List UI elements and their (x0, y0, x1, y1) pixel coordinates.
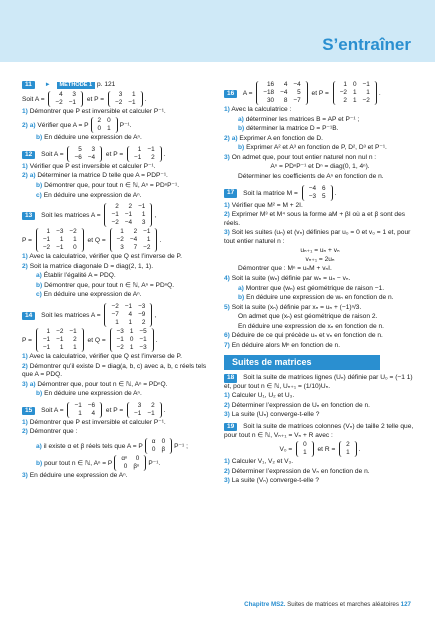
matrix-cell: −2 (69, 228, 77, 236)
exercise-11: 11 ► MÉTHODE 1 p. 121 Soit A = 4 3 −2 −1 et P = 3 1 −2 −1 . 1) Démontrer que P est inversible et calculer P⁻¹. 2) a) Vérifier que A = P 2 0 0 1 P⁻¹. b) En déduire une expression de Aⁿ. (22, 81, 166, 142)
matrix-cell: 3 (118, 90, 123, 98)
question-number: 5) (224, 303, 230, 311)
question-text: Déterminer les coefficients de Aⁿ en fonction de n. (238, 172, 384, 180)
matrix-Q (110, 328, 154, 352)
question-text: Déduire de ce qui précède uₙ et vₙ en fonction de n. (231, 332, 383, 340)
matrix-cell: −9 (138, 310, 146, 318)
matrix-cell: −4 (87, 153, 96, 161)
matrix-A (48, 91, 83, 107)
question-number: b) (238, 294, 245, 302)
matrix-cell: −3 (308, 192, 317, 200)
question-text: Déterminer l’expression de Vₙ en fonction de n. (231, 467, 370, 475)
matrix-cell: −2 (56, 327, 64, 335)
matrix-cell: 4 (128, 310, 133, 318)
question-number: 1) (22, 418, 28, 426)
question-text: On admet que, pour tout entier naturel non nul n : (231, 153, 377, 161)
matrix-cell: −2 (42, 244, 51, 252)
label: V₀ = (279, 445, 293, 453)
matrix-cell: −1 (138, 203, 146, 211)
matrix-A (104, 303, 152, 327)
label: et P = (105, 406, 124, 414)
question-text: Soit la suite (wₙ) définie par wₙ = uₙ − vₙ. (231, 275, 351, 282)
matrix-cell: 1 (120, 228, 124, 236)
matrix-cell: α (151, 437, 156, 445)
label: et P = (311, 89, 329, 97)
question-text: En déduire une expression de Aⁿ. (29, 471, 128, 479)
matrix-A (67, 402, 102, 418)
matrix-cell: 1 (115, 318, 119, 326)
question-text: Vérifier que A = P (37, 122, 89, 130)
matrix-cell: 4 (283, 81, 288, 88)
matrix-cell: βⁿ (133, 462, 140, 470)
question-text: Exprimer A en fonction de D. (239, 134, 323, 142)
question-text: La suite (Uₙ) converge-t-elle ? (231, 411, 320, 419)
question-number: 2) (22, 362, 28, 370)
question-number: 7) (224, 341, 230, 349)
question-number: 2) (224, 401, 230, 409)
label: Soit les matrices A = (41, 311, 101, 319)
question-number: 1) (22, 162, 28, 170)
matrix-cell: −1 (42, 236, 51, 244)
label: et R = (317, 445, 336, 453)
matrix-cell: −3 (138, 302, 146, 310)
matrix-cell: 8 (283, 97, 288, 104)
question-number: b) (36, 134, 43, 142)
question-number: 2) (22, 262, 28, 270)
matrix-cell: 2 (128, 203, 133, 211)
question-text: Soit la suite de matrices lignes (Uₙ) définie par U₀ = (−1 1) et, pour tout n ∈ ℕ, Uₙ₊₁ = (1/10)Uₙ. (224, 374, 413, 390)
matrix-cell: 0 (161, 437, 166, 445)
question-number: 1) (224, 106, 230, 113)
question-text: P⁻¹. (148, 459, 161, 467)
matrix-cell: 1 (128, 318, 133, 326)
matrix-P (127, 402, 162, 418)
question-number: a) (36, 442, 42, 450)
matrix-cell: 3 (137, 401, 142, 409)
exercise-19: 19 Soit la suite de matrices colonnes (Vₙ) de taille 2 telle que, pour tout n ∈ ℕ, Vₙ₊₁ = Vₙ + R avec : V₀ = 0 1 et R = 2 1 . 1) Calculer V₁, V₂ et V₃. 2) Déterminer l’expression de Vₙ en fonction de n. 3) La suite (Vₙ) converge-t-elle ? (224, 423, 414, 485)
question-text: Calculer V₁, V₂ et V₃. (231, 458, 294, 466)
question-text: En déduire une expression de Aⁿ. (44, 390, 142, 398)
question-text: Vérifier que M² = M + 2I. (231, 201, 303, 209)
matrix-P (36, 328, 84, 352)
question-number: 1) (224, 458, 230, 466)
matrix-cell: −2 (116, 343, 124, 351)
exercise-15: 15 Soit A = −1 −6 1 4 et P = 3 2 −1 −1 . 1) Démontrer que P est inversible et calculer P⁻¹. 2) Démontrer que : a) il existe α et β réels tels que A = P α 0 0 β P⁻¹ ; b) pour tout n ∈ ℕ, Aⁿ = P αⁿ 0 0 βⁿ P⁻¹. 3) En déduire une expression de Aⁿ. (22, 401, 188, 479)
matrix-cell: 5 (322, 192, 326, 200)
question-number: 3) (224, 477, 230, 485)
matrix-cell: 5 (78, 145, 82, 153)
question-number: 3) (224, 411, 230, 419)
matrix-cell: 1 (78, 409, 82, 417)
matrix-cell: −2 (111, 302, 119, 310)
question-number: 1) (22, 253, 28, 261)
question-number: b) (36, 182, 43, 190)
matrix-cell: 1 (129, 343, 134, 351)
question-text: En déduire alors Mⁿ en fonction de n. (231, 341, 341, 349)
matrix-cell: −2 (55, 98, 63, 106)
label: et P = (86, 95, 105, 103)
matrix-cell: −4 (129, 236, 138, 244)
matrix-cell: αⁿ (121, 454, 128, 462)
question-number: 2) a) (224, 134, 238, 142)
matrix-cell: 1 (107, 125, 111, 133)
question-number: 2) a) (22, 172, 36, 180)
question-number: b) (36, 459, 43, 467)
question-number: 3) (224, 229, 230, 237)
matrix-V0 (296, 441, 314, 457)
question-text: Avec la calculatrice, vérifier que Q est l’inverse de P. (29, 253, 182, 261)
matrix-cell: −1 (42, 343, 51, 351)
question-text: Avec la calculatrice : (231, 106, 292, 113)
question-text: Soit la suite de matrices colonnes (Vₙ) de taille 2 telle que, pour tout n ∈ ℕ, Vₙ₊₁ = Vₙ + R avec : (224, 423, 414, 439)
question-text: Calculer U₁, U₂ et U₃. (231, 392, 295, 400)
exercise-number: 17 (224, 189, 237, 197)
matrix-cell: 4 (59, 90, 63, 98)
matrix-cell: 1 (343, 81, 347, 88)
matrix-cell: −1 (124, 302, 133, 310)
matrix-P (127, 146, 162, 162)
page-ref: p. 121 (97, 81, 116, 88)
matrix-cell: 1 (346, 449, 350, 457)
matrix-cell: −2 (143, 244, 151, 252)
exercise-number: 15 (22, 407, 35, 415)
question-text: P⁻¹ ; (174, 442, 188, 450)
matrix-cell: 2 (115, 203, 119, 211)
matrix-D (145, 438, 172, 454)
matrix-cell: 0 (123, 462, 128, 470)
matrix-D (91, 117, 118, 133)
question-text: Démontrer que, pour tout n ∈ ℕ, Aⁿ = PDⁿQ. (44, 281, 175, 289)
matrix-cell: −1 (69, 327, 77, 335)
exercise-number: 18 (224, 374, 237, 382)
matrix-M (302, 185, 333, 201)
label: et Q = (87, 236, 106, 244)
matrix-cell: 1 (303, 449, 307, 457)
matrix-cell: 0 (107, 117, 111, 125)
matrix-cell: 1 (59, 343, 64, 351)
page-number: 127 (400, 601, 411, 608)
matrix-cell: 2 (97, 117, 102, 125)
matrix-cell: 2 (346, 441, 350, 449)
matrix-P (108, 91, 143, 107)
matrix-R (339, 441, 357, 457)
chapter-label: Chapitre MS2. (244, 601, 286, 608)
matrix-cell: −1 (147, 409, 155, 417)
question-text: déterminer la matrice D = P⁻¹B. (246, 125, 339, 133)
matrix-cell: −2 (362, 97, 370, 104)
question-number: 1) (224, 392, 230, 400)
matrix-cell: 0 (352, 81, 357, 88)
exercise-number: 11 (22, 81, 35, 89)
matrix-cell: 1 (146, 236, 151, 244)
question-number: 1) (22, 107, 28, 115)
matrix-cell: −5 (139, 327, 147, 335)
matrix-A (104, 203, 152, 227)
matrix-cell: −3 (56, 228, 64, 236)
question-text: Établir l’égalité A = PDQ. (43, 272, 116, 280)
matrix-cell: 0 (135, 454, 140, 462)
matrix-cell: −1 (128, 98, 136, 106)
system-line: vₙ₊₁ = 2uₙ (305, 255, 335, 263)
question-text: Démontrer que, pour tout n ∈ ℕ, Aⁿ = PDⁿQ. (37, 380, 168, 388)
matrix-cell: −1 (147, 145, 155, 153)
matrix-cell: 2 (73, 335, 77, 343)
matrix-cell: 7 (133, 244, 138, 252)
exercise-12: 12 Soit A = 5 3 −6 −4 et P = 1 −1 −1 2 . 1) Vérifier que P est inversible et calculer P⁻¹. 2) a) Déterminer la matrice D telle que A = PDP⁻¹. b) Démontrer que, pour tout n ∈ ℕ, Aⁿ = PDⁿP⁻¹. c) En déduire une expression de Aⁿ. (22, 145, 180, 199)
exercise-number: 14 (22, 312, 35, 320)
question-text: Soit la suite (xₙ) définie par xₙ = uₙ + (−1)ⁿ/3. (231, 303, 362, 311)
arrow-icon: ► (44, 82, 51, 88)
label: et P = (105, 150, 124, 158)
question-number: b) (36, 281, 43, 289)
matrix-cell: 1 (59, 236, 64, 244)
matrix-cell: 1 (352, 89, 357, 96)
question-number: b) (238, 144, 245, 152)
label: P = (22, 236, 32, 244)
equation: Aⁿ = PDⁿP⁻¹ et Dⁿ = diag(0, 1, 4ⁿ). (270, 163, 370, 171)
matrix-P (36, 228, 84, 252)
question-text: Démontrer qu’il existe D = diag(a, b, c) avec a, b, c réels tels que A = PDQ. (22, 362, 207, 379)
question-text: Déterminer l’expression de Uₙ en fonction de n. (231, 401, 370, 409)
exercise-number: 12 (22, 151, 35, 159)
matrix-cell: −2 (114, 98, 123, 106)
matrix-cell: −4 (280, 89, 288, 96)
question-number: 2) (224, 467, 230, 475)
label: Soit A = (41, 406, 64, 414)
matrix-cell: 3 (141, 219, 146, 227)
matrix-cell: 2 (141, 318, 146, 326)
label: Soit A = (22, 95, 45, 103)
exercise-number: 13 (22, 212, 35, 220)
question-number: 1) (224, 201, 230, 209)
matrix-cell: 3 (72, 90, 76, 98)
question-text: déterminer les matrices B = AP et P⁻¹ ; (245, 115, 360, 123)
question-number: 3) (22, 471, 28, 479)
question-text: il existe α et β réels tels que A = P (43, 442, 143, 450)
matrix-cell: −1 (42, 335, 51, 343)
matrix-cell: 1 (46, 327, 51, 335)
question-text: On admet que (xₙ) est géométrique de raison 2. (238, 313, 378, 321)
question-text: Démontrer que P est inversible et calculer P⁻¹. (29, 107, 166, 115)
matrix-cell: 1 (129, 327, 134, 335)
question-number: b) (238, 125, 245, 133)
question-number: 1) (22, 352, 28, 360)
exercise-17: 17 Soit la matrice M = −4 6 −3 5 . 1) Vérifier que M² = M + 2I. 2) Exprimer M³ et M⁴ sous la forme aM + βI où a et β sont des réels. 3) Soit les suites (uₙ) et (vₙ) définies par u₀ = 0 et v₀ = 1 et, pour tout entier naturel n : uₙ₊₁ = uₙ + vₙ vₙ₊₁ = 2uₙ Démontrer que : Mⁿ = uₙM + vₙI. 4) Soit la suite (wₙ) définie par wₙ = uₙ − vₙ. a) Montrer que (wₙ) est géométrique de raison −1. b) En déduire une expression de wₙ en fonction de n. 5) Soit la suite (xₙ) définie par xₙ = uₙ + (−1)ⁿ/3. On admet que (xₙ) est géométrique de raison 2. En déduire une expression de xₙ en fonction de n. 6) Déduire de ce qui précède uₙ et vₙ en fonction de n. 7) En déduire alors Mⁿ en fonction de n. (224, 185, 416, 351)
question-text: En déduire une expression de Aⁿ. (43, 191, 142, 199)
matrix-cell: −2 (111, 219, 119, 227)
question-text: Avec la calculatrice, vérifier que Q est l’inverse de P. (29, 352, 182, 360)
question-number: 2) a) (22, 122, 36, 130)
matrix-cell: 1 (352, 97, 357, 104)
matrix-cell: 0 (303, 441, 307, 449)
matrix-cell: −1 (143, 228, 151, 236)
question-number: 3) (224, 153, 230, 161)
question-number: a) (36, 272, 42, 280)
matrix-cell: 2 (151, 401, 155, 409)
question-text: Vérifier que P est inversible et calculer P⁻¹. (29, 162, 156, 170)
matrix-cell: −1 (124, 211, 133, 219)
section-heading: Suites de matrices (224, 355, 380, 371)
matrix-Q (110, 228, 158, 252)
question-text: Soit les suites (uₙ) et (vₙ) définies par u₀ = 0 et v₀ = 1 et, pour tout entier naturel n : (224, 229, 411, 245)
question-text: Démontrer que : Mⁿ = uₙM + vₙI. (238, 265, 332, 273)
question-text: La suite (Vₙ) converge-t-elle ? (231, 477, 320, 485)
question-text: Démontrer que P est inversible et calculer P⁻¹. (29, 418, 166, 426)
matrix-cell: −18 (263, 89, 275, 96)
matrix-cell: 1 (73, 236, 77, 244)
matrix-cell: 2 (133, 228, 138, 236)
matrix-cell: 1 (137, 145, 142, 153)
matrix-cell: 0 (73, 244, 77, 252)
question-number: 6) (224, 332, 230, 340)
question-text: Déterminer la matrice D telle que A = PDP⁻¹. (37, 172, 168, 180)
label: et Q = (87, 336, 106, 344)
matrix-A (67, 146, 102, 162)
matrix-A (256, 81, 307, 105)
label: Soit les matrices A = (41, 211, 101, 219)
matrix-cell: 1 (366, 89, 370, 96)
matrix-cell: −2 (339, 89, 347, 96)
question-text: Soit la matrice diagonale D = diag(2, 1, 1). (29, 262, 154, 270)
matrix-cell: 0 (97, 125, 102, 133)
matrix-cell: −1 (56, 244, 64, 252)
matrix-cell: 1 (73, 343, 77, 351)
matrix-cell: −1 (111, 211, 119, 219)
left-column (22, 80, 214, 483)
matrix-cell: −3 (116, 327, 124, 335)
matrix-cell: 1 (141, 211, 146, 219)
question-number: 4) (224, 275, 230, 282)
matrix-cell: 4 (91, 409, 96, 417)
matrix-cell: 1 (46, 228, 51, 236)
matrix-cell: −3 (139, 343, 147, 351)
label: Soit la matrice M = (243, 189, 298, 197)
chapter-title: Suites de matrices et marches aléatoires (287, 601, 399, 608)
matrix-cell: 0 (151, 445, 156, 453)
question-number: c) (36, 291, 42, 299)
matrix-cell: 3 (91, 145, 96, 153)
exercise-16: 16 A = 16 4 −4 −18 −4 5 30 8 −7 et P = 1 0 −1 −2 1 1 2 1 −2 . 1) Avec la calculatrice : a) déterminer les matrices B = AP et P⁻¹ ; b) déterminer la matrice D = P⁻¹B. 2) a) Exprimer A en fonction de D. b) Exprimer A² et A³ en fonction de P, D², D³ et P⁻¹. 3) On admet que, pour tout entier naturel non nul n : Aⁿ = PDⁿP⁻¹ et Dⁿ = diag(0, 1, 4ⁿ). Déterminer les coefficients de Aⁿ en fonction de n. (224, 81, 416, 182)
question-text: En déduire une expression de wₙ en fonction de n. (246, 294, 394, 302)
question-text: En déduire une expression de Aⁿ. (43, 291, 142, 299)
matrix-cell: −7 (111, 310, 119, 318)
question-text: Montrer que (wₙ) est géométrique de raison −1. (245, 284, 385, 292)
matrix-cell: 30 (267, 97, 275, 104)
matrix-cell: 0 (129, 335, 134, 343)
matrix-cell: −4 (293, 81, 301, 88)
question-number: b) (36, 390, 43, 398)
matrix-cell: −1 (134, 153, 142, 161)
label: P = (22, 336, 32, 344)
exercise-18 (224, 374, 416, 420)
question-number: c) (36, 191, 42, 199)
system (224, 247, 416, 264)
matrix-cell: 6 (322, 184, 326, 192)
label: A = (242, 89, 253, 97)
question-text: Démontrer que : (29, 428, 78, 436)
matrix-cell: −1 (74, 401, 82, 409)
exercise-number: 19 (224, 423, 237, 431)
exercise-number: 16 (224, 90, 237, 98)
question-text: Exprimer A² et A³ en fonction de P, D², D³ et P⁻¹. (246, 144, 387, 152)
matrix-cell: 16 (267, 81, 275, 88)
matrix-cell: −1 (56, 335, 64, 343)
question-number: 2) (22, 428, 28, 436)
question-text: pour tout n ∈ ℕ, Aⁿ = P (44, 459, 113, 467)
matrix-cell: −4 (308, 184, 317, 192)
system-line: uₙ₊₁ = uₙ + vₙ (300, 247, 340, 255)
question-number: a) (238, 284, 244, 292)
matrix-cell: −1 (139, 335, 147, 343)
matrix-cell: −1 (134, 409, 142, 417)
question-text: En déduire une expression de xₙ en fonction de n. (238, 322, 384, 330)
matrix-cell: −1 (116, 335, 124, 343)
footer-text (244, 601, 411, 609)
matrix-cell: −7 (293, 97, 301, 104)
matrix-cell: −4 (124, 219, 133, 227)
matrix-cell: 2 (343, 97, 347, 104)
matrix-cell: 5 (297, 89, 301, 96)
exercise-14: 14 Soit les matrices A = −2 −1 −3 −7 4 −9 1 1 2 , P = 1 −2 −1 −1 −1 2 −1 1 1 et Q = −3 1 −5 −1 0 −1 −2 1 −3 . 1) Avec la calculatrice, vérifier que Q est l’inverse de P. 2) Démontrer qu’il existe D = diag(a, b, c) avec a, b, c réels tels que A = PDQ. 3) a) Démontrer que, pour tout n ∈ ℕ, Aⁿ = PDⁿQ. b) En déduire une expression de Aⁿ. (22, 302, 207, 398)
page-title: S’entraîner (322, 35, 411, 54)
exercise-13: 13 Soit les matrices A = 2 2 −1 −1 −1 1 −2 −4 3 , P = 1 −3 −2 −1 1 1 −2 −1 0 et Q = 1 2 −1 −2 −4 1 3 7 −2 . 1) Avec la calculatrice, vérifier que Q est l’inverse de P. 2) Soit la matrice diagonale D = diag(2, 1, 1). a) Établir l’égalité A = PDQ. b) Démontrer que, pour tout n ∈ ℕ, Aⁿ = PDⁿQ. c) En déduire une expression de Aⁿ. (22, 203, 182, 299)
question-text: P⁻¹. (119, 122, 132, 130)
question-text: En déduire une expression de Aⁿ. (44, 134, 142, 142)
matrix-Dn (114, 455, 146, 471)
question-number: 2) (224, 211, 230, 219)
matrix-cell: −6 (87, 401, 96, 409)
header-banner (0, 0, 435, 62)
matrix-cell: 3 (120, 244, 124, 252)
matrix-cell: β (161, 445, 166, 453)
matrix-cell: 1 (132, 90, 136, 98)
matrix-cell: −1 (362, 81, 370, 88)
matrix-cell: 2 (151, 153, 155, 161)
question-number: a) (238, 115, 244, 123)
method-badge: MÉTHODE 1 (57, 82, 96, 89)
question-text: Exprimer M³ et M⁴ sous la forme aM + βI où a et β sont des réels. (224, 211, 406, 227)
matrix-cell: −1 (68, 98, 76, 106)
right-column (224, 80, 416, 489)
matrix-P (333, 81, 377, 105)
question-text: Démontrer que, pour tout n ∈ ℕ, Aⁿ = PDⁿP⁻¹. (44, 182, 180, 190)
question-number: 3) a) (22, 380, 36, 388)
matrix-cell: −2 (116, 236, 124, 244)
label: Soit A = (41, 150, 64, 158)
matrix-cell: −6 (74, 153, 82, 161)
